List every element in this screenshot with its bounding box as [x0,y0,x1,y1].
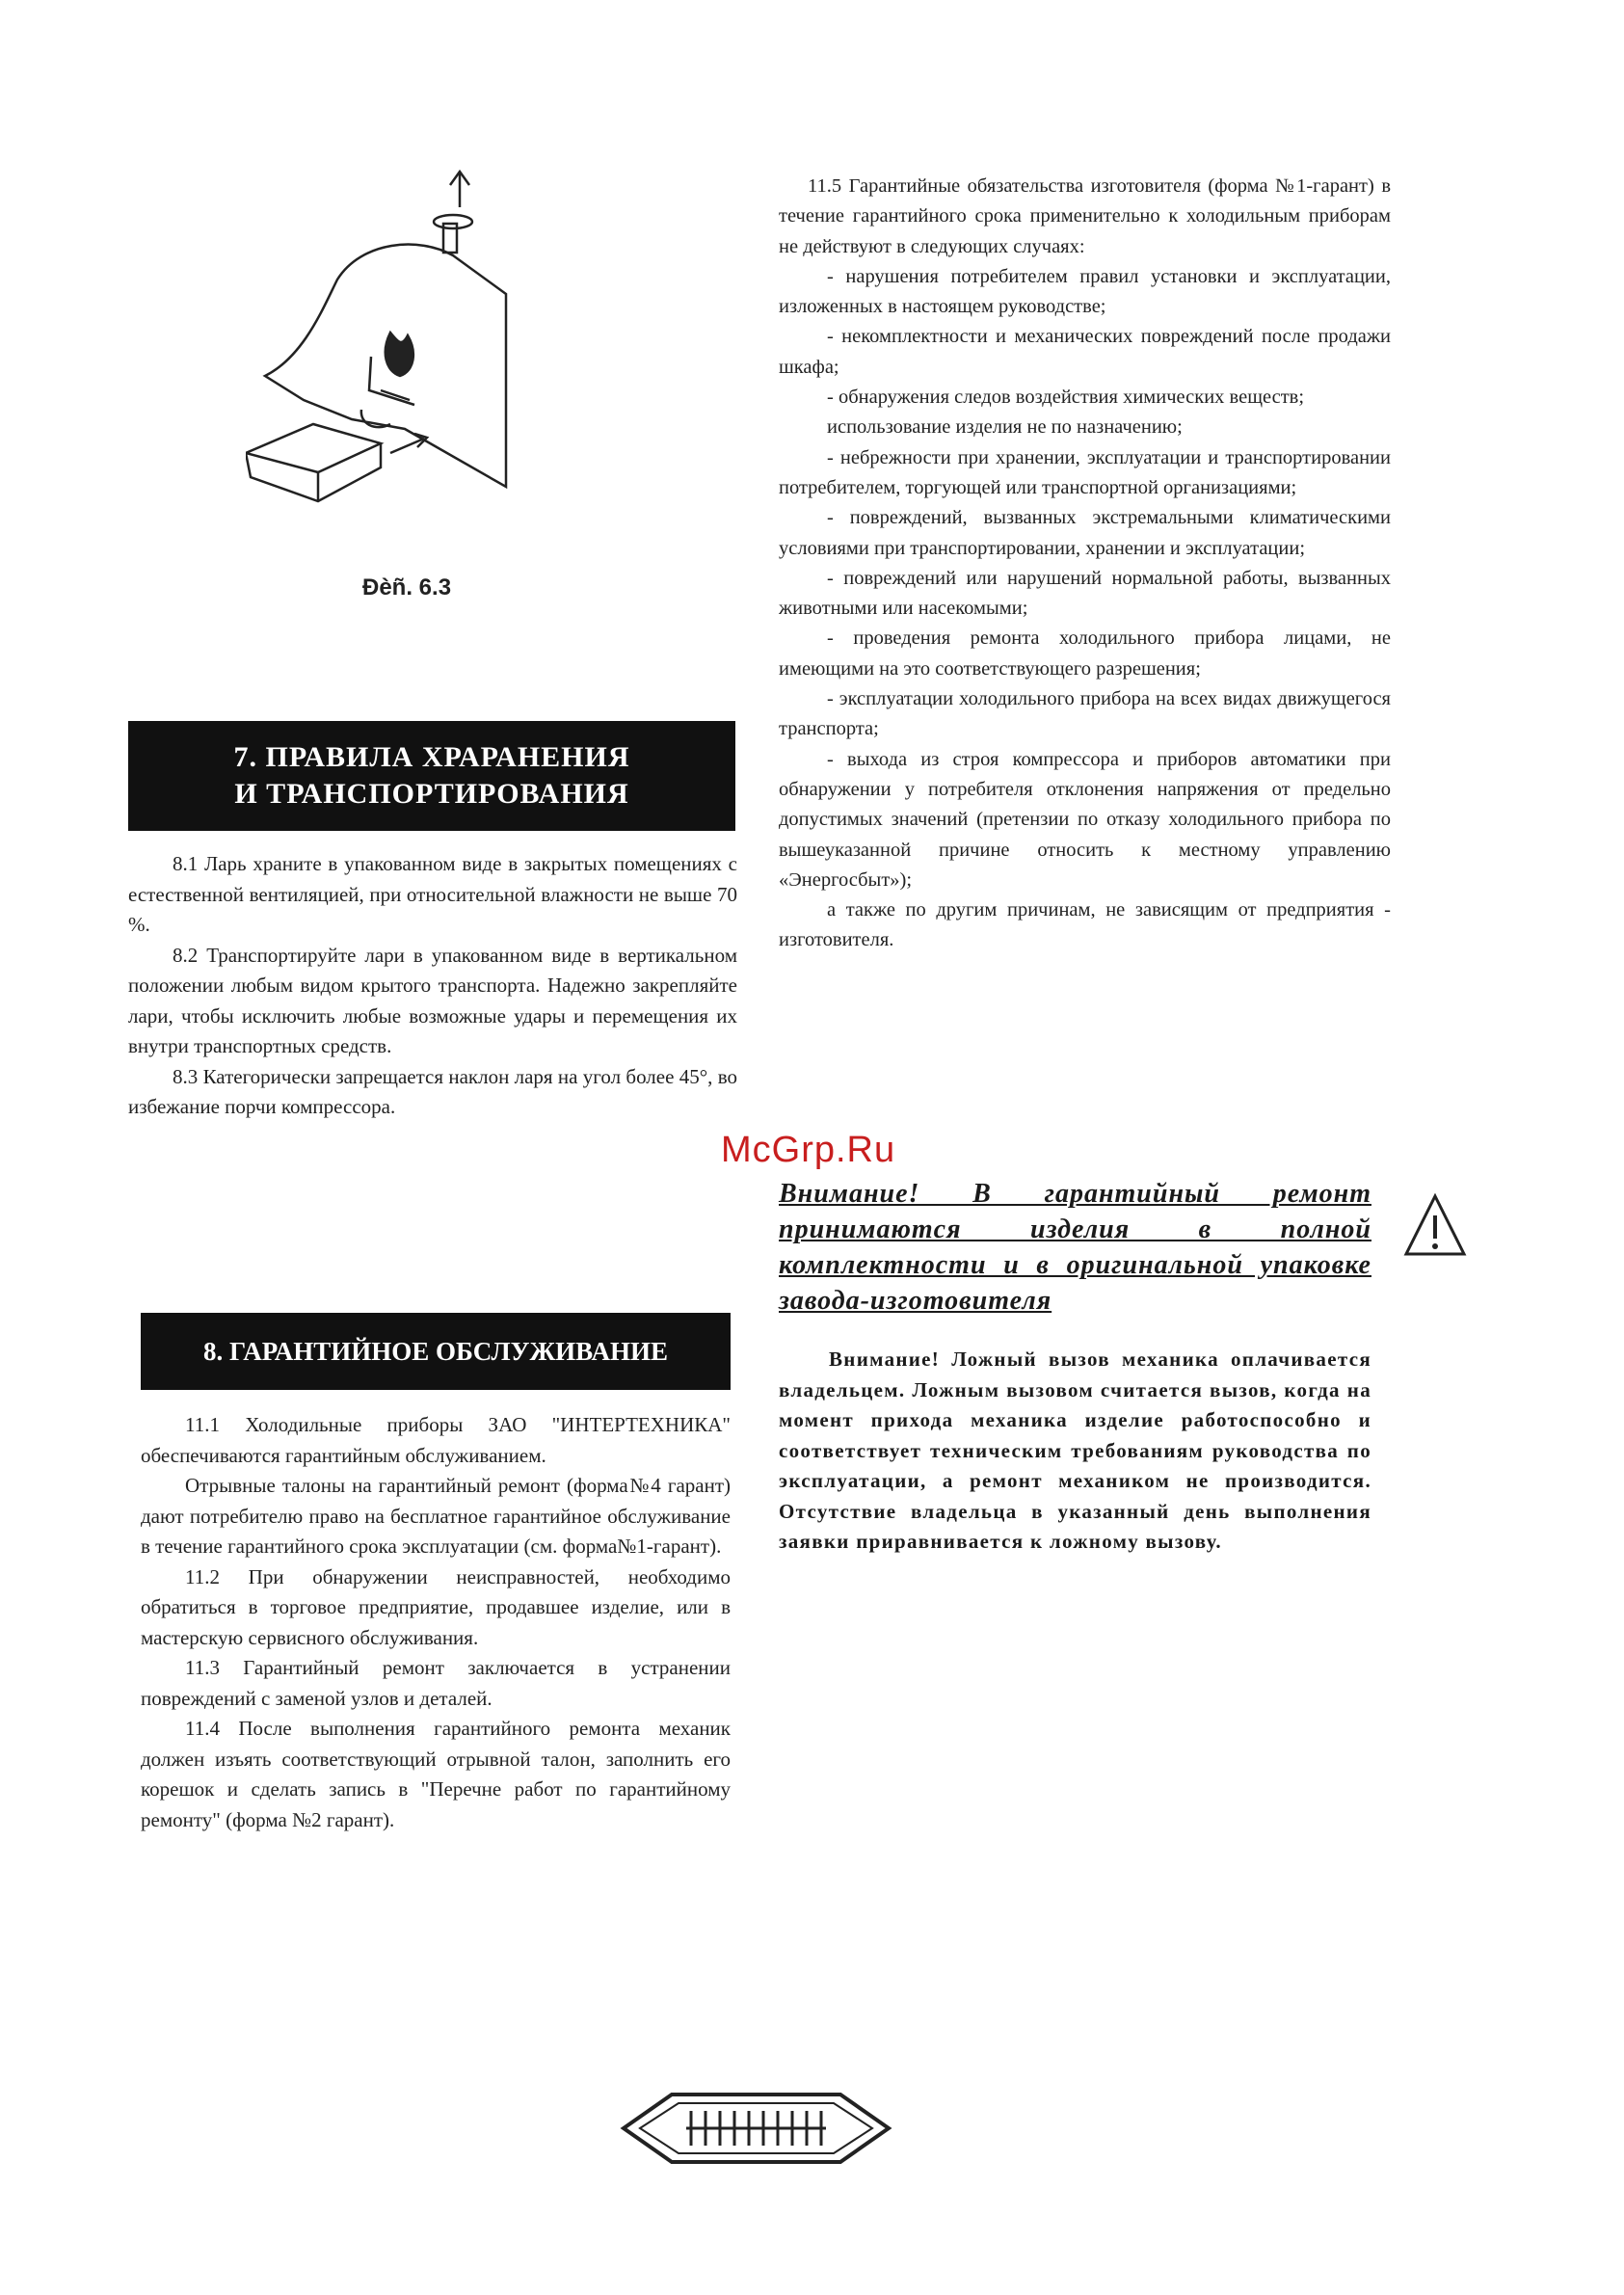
section-8-title: 8. ГАРАНТИЙНОЕ ОБСЛУЖИВАНИЕ [203,1337,668,1366]
list-item: - повреждений или нарушений нормальной работы, вызванных животными или насекомыми; [779,567,1391,620]
watermark: McGrp.Ru [721,1130,896,1170]
figure-illustration [246,164,535,511]
list-item: - нарушения потребителем правил установки и эксплуатации, изложенных в настоящем руководстве; [779,265,1391,318]
false-call-text: Внимание! Ложный вызов механика оплачивается владельцем. Ложным вызовом считается вызов, когда на момент прихода механика изделие работоспособно и соответствует техническим требованиям руководства по эксплуатации, а ремонт механиком не производится. Отсутствие владельца в указанный день выполнения заявки приравнивается к ложному вызову. [779,1348,1371,1553]
warranty-exclusions [779,172,1391,956]
paragraph: 11.2 При обнаружении неисправностей, необходимо обратиться в торговое предприятие, продавшее изделие, или в мастерскую сервисного обслуживания. [141,1564,731,1649]
section-8-title-banner [141,1313,731,1390]
exclusions-intro: 11.5 Гарантийные обязательства изготовителя (форма №1-гарант) в течение гарантийного срока применительно к холодильным приборам не действуют в следующих случаях: [779,175,1391,257]
warning-triangle-icon [1402,1192,1468,1260]
list-item: а также по другим причинам, не зависящим от предприятия - изготовителя. [779,899,1391,951]
list-item: - выхода из строя компрессора и приборов автоматики при обнаружении у потребителя отклонения напряжения от предельно допустимых значений (претензии по отказу холодильного прибора по вышеуказанной причине относить к местному управлению «Энергосбыт»); [779,748,1391,891]
section-7-title-line2: И ТРАНСПОРТИРОВАНИЯ [234,778,629,810]
section-7-title-banner [128,721,735,831]
paragraph: Отрывные талоны на гарантийный ремонт (форма№4 гарант) дают потребителю право на бесплатное гарантийное обслуживание в течение гарантийного срока эксплуатации (см. форма№1-гарант). [141,1474,731,1558]
paragraph: 8.1 Ларь храните в упакованном виде в закрытых помещениях с естественной вентиляцией, при относительной влажности не выше 70 %. [128,852,737,936]
list-item: - повреждений, вызванных экстремальными климатическими условиями при транспортировании, хранении и эксплуатации; [779,507,1391,559]
list-item: - обнаружения следов воздействия химических веществ; [827,387,1305,409]
warranty-notice-emphasis: Внимание! В гарантийный ремонт принимаются изделия в полной комплектности и в оригинальной упаковке завода-изготовителя [779,1179,1371,1316]
list-item: - некомплектности и механических повреждений после продажи шкафа; [779,326,1391,378]
section-8-text [141,1410,731,1835]
list-item: - эксплуатации холодильного прибора на всех видах движущегося транспорта; [779,688,1391,740]
paragraph: 11.4 После выполнения гарантийного ремонта механик должен изъять соответствующий отрывной талон, заполнить его корешок и сделать запись в "Перечне работ по гарантийному ремонту" (форма №2 гарант). [141,1717,731,1831]
paragraph: 11.3 Гарантийный ремонт заключается в устранении повреждений с заменой узлов и деталей. [141,1656,731,1710]
paragraph: 8.3 Категорически запрещается наклон ларя на угол более 45°, во избежание порчи компрессора. [128,1064,737,1118]
manufacturer-logo [619,2090,893,2167]
list-item: - проведения ремонта холодильного прибора лицами, не имеющими на это соответствующего разрешения; [779,627,1391,680]
false-call-notice [779,1345,1371,1558]
list-item: - небрежности при хранении, эксплуатации и транспортировании потребителем, торгующей или транспортной организациями; [779,446,1391,498]
paragraph: 8.2 Транспортируйте лари в упакованном виде в вертикальном положении любым видом крытого транспорта. Надежно закрепляйте лари, чтобы исключить любые возможные удары и перемещения их внутри транспортных средств. [128,943,737,1057]
paragraph: 11.1 Холодильные приборы ЗАО "ИНТЕРТЕХНИКА" обеспечиваются гарантийным обслуживанием. [141,1413,731,1467]
section-7-title-line1: 7. ПРАВИЛА ХРАРАНЕНИЯ [233,741,630,773]
figure-caption: Ðèñ. 6.3 [362,574,452,600]
section-7-text [128,849,737,1123]
list-item: использование изделия не по назначению; [827,416,1183,439]
